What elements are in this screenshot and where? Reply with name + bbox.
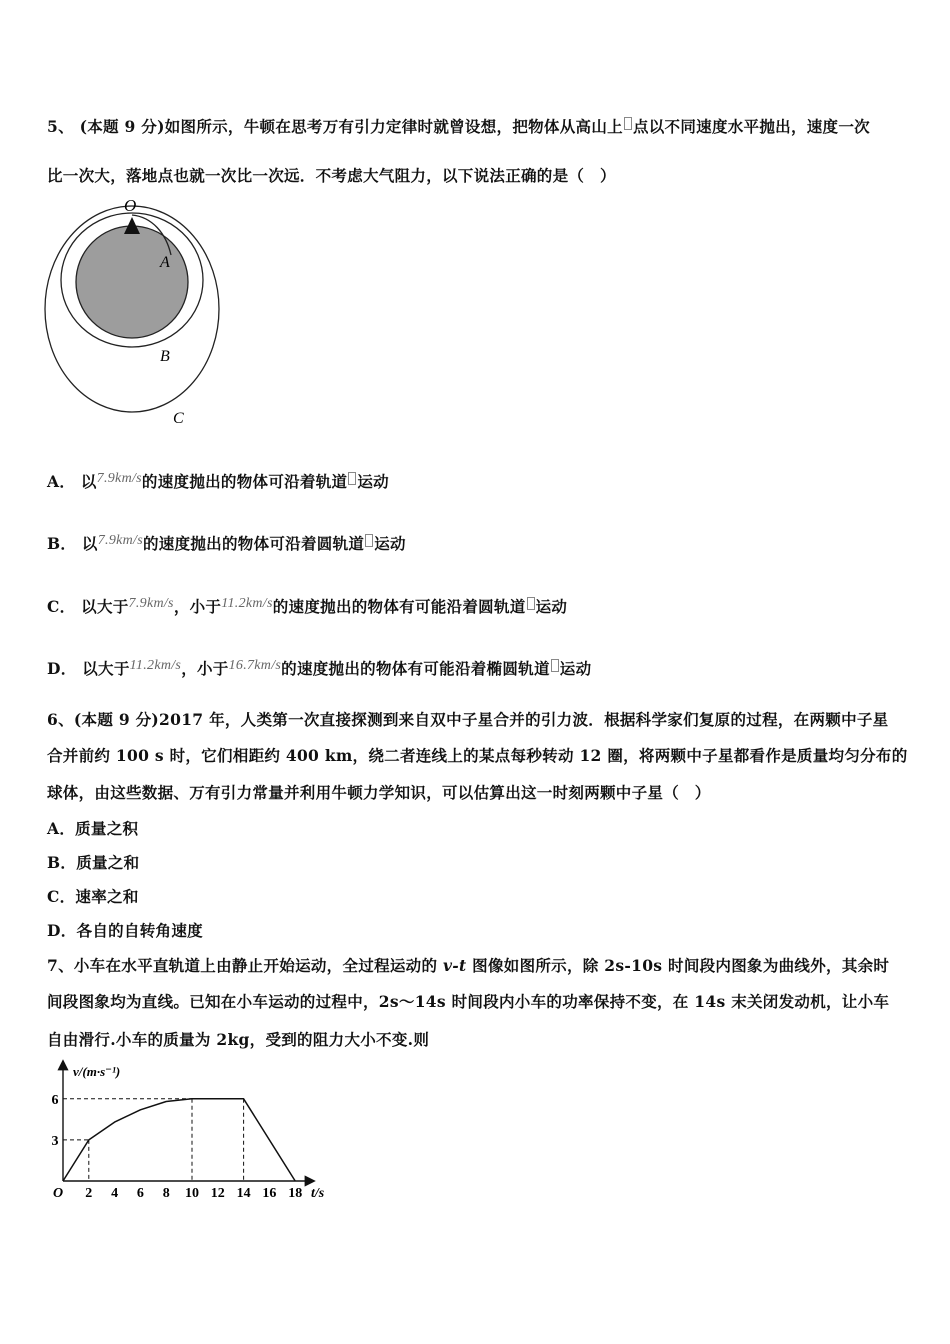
speed-value: 16.7km/s [228,658,282,673]
missing-glyph-box [527,597,535,610]
q7-line1: 7、小车在水平直轨道上由静止开始运动，全过程运动的 v-t 图像如图所示，除 2s-10s 时间段内图象为曲线外，其余时 [47,956,890,975]
q6-option-a: A．质量之积 [47,819,139,838]
x-tick-label: 2 [85,1186,93,1201]
label-b: B [160,348,170,365]
q5-option-d: D． 以大于11.2km/s，小于16.7km/s的速度抛出的物体有可能沿着椭圆轨道 运动 [47,658,592,678]
q5-line1: 5、 (本题 9 分)如图所示，牛顿在思考万有引力定律时就曾设想，把物体从高山上 点以不同速度水平抛出，速度一次 [47,117,870,136]
y-tick-label: 6 [51,1092,59,1108]
missing-glyph-box [348,472,356,485]
x-tick-label: 12 [210,1186,225,1201]
speed-value: 7.9km/s [96,471,142,486]
q5-option-b: B． 以7.9km/s的速度抛出的物体可沿着圆轨道 运动 [47,533,406,553]
missing-glyph-box [624,117,632,130]
y-tick-label: 3 [51,1133,59,1149]
q7-line2: 间段图象均为直线。已知在小车运动的过程中，2s～14s 时间段内小车的功率保持不变，在 14s 末关闭发动机，让小车 [47,992,890,1011]
missing-glyph-box [365,534,373,547]
q6-option-b: B．质量之和 [47,853,140,872]
q6-option-d: D．各自的自转角速度 [47,921,203,940]
q5-option-c: C． 以大于7.9km/s，小于11.2km/s的速度抛出的物体有可能沿着圆轨道 运动 [47,596,568,616]
x-tick-label: 4 [111,1186,119,1201]
speed-value: 11.2km/s [129,658,182,673]
vt-chart [45,1058,345,1208]
speed-value: 7.9km/s [97,533,143,548]
label-a: A [160,254,170,271]
label-o: O [124,196,137,215]
q7-line3: 自由滑行.小车的质量为 2kg，受到的阻力大小不变.则 [47,1030,430,1049]
y-axis-label: v/(m·s⁻¹) [73,1064,121,1079]
orbit-figure [40,195,240,430]
q6-option-c: C．速率之和 [47,887,139,906]
vt-line [63,1099,295,1181]
mountain [124,217,140,234]
x-tick-label: 6 [136,1186,144,1201]
origin-label: O [53,1186,64,1201]
speed-value: 7.9km/s [128,596,174,611]
chart-series [63,1099,295,1181]
q5-option-a: A． 以7.9km/s的速度抛出的物体可沿着轨道 运动 [47,471,389,491]
x-tick-label: 8 [162,1186,170,1201]
x-axis-label: t/s [311,1186,325,1201]
q6-line1: 6、(本题 9 分)2017 年，人类第一次直接探测到来自双中子星合并的引力波．根据科学家们复原的过程，在两颗中子星 [47,710,889,729]
missing-glyph-box [551,659,559,672]
q6-line2: 合并前约 100 s 时，它们相距约 400 km，绕二者连线上的某点每秒转动 12 圈，将两颗中子星都看作是质量均匀分布的 [47,746,908,765]
x-tick-label: 18 [288,1186,303,1201]
q6-line3: 球体，由这些数据、万有引力常量并利用牛顿力学知识，可以估算出这一时刻两颗中子星（ ） [47,783,711,802]
x-tick-label: 16 [262,1186,277,1201]
speed-value: 11.2km/s [221,596,273,611]
x-tick-label: 10 [185,1186,199,1201]
x-tick-label: 14 [236,1186,251,1201]
earth [76,226,188,338]
label-c: C [173,410,184,427]
q5-line2: 比一次大，落地点也就一次比一次远．不考虑大气阻力，以下说法正确的是（ ） [47,166,616,185]
